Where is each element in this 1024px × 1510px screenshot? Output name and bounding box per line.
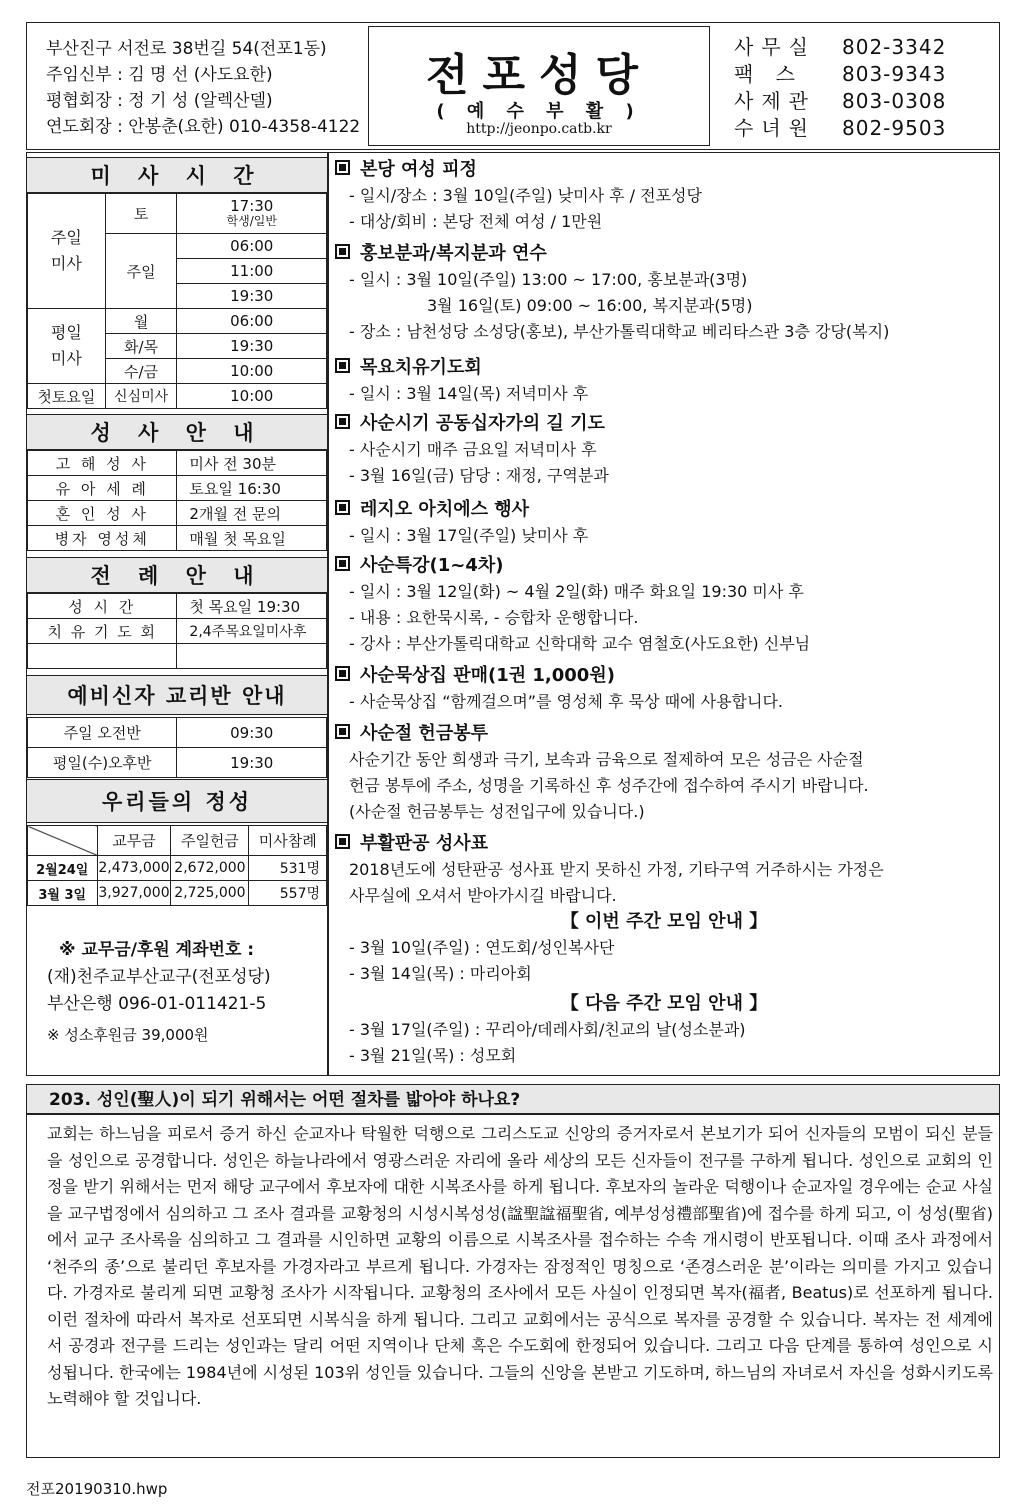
catechumen-heading: 예비신자 교리반 안내 <box>27 675 327 715</box>
offering-heading: 우리들의 정성 <box>27 779 327 823</box>
faq-body: 교회는 하느님을 피로서 증거 하신 순교자나 탁월한 덕행으로 그리스도교 신앙의 증거자로서 본보기가 되어 신자들의 모범이 되신 분들을 성인으로 공경합니다. 성인은 하늘나라에서 영광스러운 자리에 올라 세상의 모든 신자들이 전구를 구하게 됩니다. 성인으로 교회의 인정을 받기 위해서는 먼저 해당 교구에서 후보자에 대한 시복조사를 하게 됩니다. 후보자의 놀라운 덕행이나 순교자일 경우에는 순교 사실을 교구법정에서 심의하고 그 조사 결과를 교황청의 시성시복성성(諡聖諡福聖省, 예부성성禮部聖省)에 접수를 하게 되고, 이 성성(聖省)에서 교구 조사록을 심의하고 그 결과를 시인하면 교황의 이름으로 시복조사를 접수하는 수속 개시령이 반포됩니다. 이때 조사 과정에서 ‘천주의 종’으로 불리던 후보자를 가경자라고 부르게 됩니다. 가경자는 잠정적인 명칭으로 ‘존경스러운 분’이라는 의미를 가지고 있습니다. 가경자로 불리게 되면 교황청 조사가 시작됩니다. 교황청의 조사에서 모든 사실이 인정되면 복자(福者, Beatus)로 선포하게 됩니다. 이런 절차에 따라서 복자로 선포되면 시복식을 하게 됩니다. 그리고 교회에서는 공식으로 복자를 공경할 수 있습니다. 복자는 전 세계에서 공경과 전구를 드리는 성인과는 달리 어떤 지역이나 단체 혹은 수도회에 한정되어 있습니다. 그리고 다음 단계를 통하여 성인으로 시성됩니다. 한국에는 1984년에 시성된 103위 성인들 있습니다. 그들의 신앙을 본받고 기도하며, 하느님의 자녀로서 자신을 성화시키도록 노력해야 할 것입니다. <box>26 1114 1000 1458</box>
offering-kyomugeum: 2,473,000 <box>97 856 171 881</box>
meeting-line: - 3월 14일(목) : 마리아회 <box>349 964 532 983</box>
catechumen-time: 19:30 <box>177 748 327 778</box>
contact-office: 사무실 802-3342 <box>734 35 947 59</box>
notice-line: 사무실에 오셔서 받아가시길 바랍니다. <box>349 886 617 905</box>
weekday-day-3: 수/금 <box>105 359 177 384</box>
liturgy-value <box>177 644 327 669</box>
notice-line: - 대상/회비 : 본당 전체 여성 / 1만원 <box>349 212 603 231</box>
checkbox-icon <box>335 160 350 175</box>
offering-kyomugeum: 3,927,000 <box>97 881 171 906</box>
offering-header: 교무금 <box>97 826 171 856</box>
sunday-time-2: 11:00 <box>177 259 327 284</box>
notice-line: - 사순시기 매주 금요일 저녁미사 후 <box>349 440 597 459</box>
sacrament-name: 병자 영성체 <box>28 526 177 551</box>
weekday-time-2: 19:30 <box>177 334 327 359</box>
offering-header: 주일헌금 <box>171 826 249 856</box>
checkbox-icon <box>335 500 350 515</box>
checkbox-icon <box>335 724 350 739</box>
notice-title: 사순절 헌금봉투 <box>360 723 488 744</box>
meeting-line: - 3월 17일(주일) : 꾸리아/데레사회/친교의 날(성소분과) <box>349 1020 746 1039</box>
catechumen-class: 주일 오전반 <box>28 718 177 748</box>
contact-rectory: 사제관 803-0308 <box>734 89 947 113</box>
sunday-time-1: 06:00 <box>177 234 327 259</box>
notice-line: 헌금 봉투에 주소, 성명을 기록하신 후 성주간에 접수하여 주시기 바랍니다. <box>349 776 869 795</box>
sunday-mass-label: 주일 미사 <box>28 194 106 309</box>
liturgy-name: 치 유 기 도 회 <box>28 619 177 644</box>
liturgy-value: 2,4주목요일미사후 <box>177 619 327 644</box>
liturgy-table <box>27 593 327 669</box>
sunday-time-3: 19:30 <box>177 284 327 309</box>
checkbox-icon <box>335 556 350 571</box>
weekday-day-1: 월 <box>105 309 177 334</box>
notice-item <box>335 553 993 657</box>
notice-item <box>335 157 993 235</box>
notice-title: 부활판공 성사표 <box>360 833 488 854</box>
sunday-label: 주일 <box>105 234 177 309</box>
notice-line: 2018년도에 성탄판공 성사표 받지 못하신 가정, 기타구역 거주하시는 가정은 <box>349 860 884 879</box>
catechumen-time: 09:30 <box>177 718 327 748</box>
checkbox-icon <box>335 666 350 681</box>
notice-item <box>335 411 993 489</box>
sacrament-heading: 성 사 안 내 <box>27 414 327 450</box>
weekday-time-1: 06:00 <box>177 309 327 334</box>
account-info <box>47 937 271 1049</box>
notice-line: - 일시 : 3월 17일(주일) 낮미사 후 <box>349 526 589 545</box>
contact-fax: 팩 스 803-9343 <box>734 62 947 86</box>
checkbox-icon <box>335 414 350 429</box>
notice-title: 사순시기 공동십자가의 길 기도 <box>360 413 605 434</box>
offering-table <box>27 825 327 906</box>
checkbox-icon <box>335 834 350 849</box>
notice-title: 홍보분과/복지분과 연수 <box>360 243 547 264</box>
notice-column <box>328 152 1000 1076</box>
page-title: 전포성당 <box>425 50 652 101</box>
yeondo-president: 연도회장 : 안봉춘(요한) 010-4358-4122 <box>46 117 361 137</box>
notice-line: - 일시 : 3월 12일(화) ~ 4월 2일(화) 매주 화요일 19:30 미사 후 <box>349 582 804 601</box>
notice-item <box>335 497 993 549</box>
liturgy-name: 성 시 간 <box>28 594 177 619</box>
notice-line: - 일시 : 3월 10일(주일) 13:00 ~ 17:00, 홍보분과(3명) <box>349 270 748 289</box>
sacrament-name: 고 해 성 사 <box>28 451 177 476</box>
meeting-schedule <box>335 909 993 1069</box>
weekday-day-2: 화/목 <box>105 334 177 359</box>
offering-header: 미사참례 <box>249 826 327 856</box>
notice-line: (사순절 헌금봉투는 성전입구에 있습니다.) <box>349 802 645 821</box>
account-number: 부산은행 096-01-011421-5 <box>47 994 267 1014</box>
parish-info <box>46 36 360 140</box>
left-column <box>26 152 328 1076</box>
sacrament-value: 토요일 16:30 <box>177 476 327 501</box>
mass-times-heading: 미 사 시 간 <box>27 157 327 193</box>
notice-title: 레지오 아치에스 행사 <box>360 499 530 520</box>
pastor: 주임신부 : 김 명 선 (사도요한) <box>46 65 273 85</box>
notice-line: - 일시 : 3월 14일(목) 저녁미사 후 <box>349 384 589 403</box>
faq-title: 203. 성인(聖人)이 되기 위해서는 어떤 절차를 밟아야 하나요? <box>26 1084 1000 1114</box>
notice-item <box>335 831 993 909</box>
notice-line: 3월 16일(토) 09:00 ~ 16:00, 복지분과(5명) <box>427 296 753 315</box>
account-holder: (재)천주교부산교구(전포성당) <box>47 967 271 987</box>
sacrament-table <box>27 450 327 551</box>
notice-title: 사순묵상집 판매(1권 1,000원) <box>360 665 615 686</box>
notice-title: 목요치유기도회 <box>360 357 482 378</box>
catechumen-table <box>27 717 327 778</box>
address: 부산진구 서전로 38번길 54(전포1동) <box>46 39 327 59</box>
notice-line: 사순기간 동안 희생과 극기, 보속과 금육으로 절제하여 모은 성금은 사순절 <box>349 750 864 769</box>
sacrament-name: 혼 인 성 사 <box>28 501 177 526</box>
notice-item <box>335 663 993 715</box>
checkbox-icon <box>335 244 350 259</box>
weekday-time-3: 10:00 <box>177 359 327 384</box>
sacrament-value: 매월 첫 목요일 <box>177 526 327 551</box>
council-president: 평협회장 : 정 기 성 (알렉산델) <box>46 91 273 111</box>
vocation-fund: ※ 성소후원금 39,000원 <box>47 1026 209 1044</box>
title-box <box>368 26 710 146</box>
meeting-line: - 3월 21일(목) : 성모회 <box>349 1046 517 1065</box>
sacrament-name: 유 아 세 례 <box>28 476 177 501</box>
notice-item <box>335 721 993 825</box>
notice-item <box>335 241 993 345</box>
offering-attendance: 557명 <box>249 881 327 906</box>
notice-title: 사순특강(1~4차) <box>360 555 504 576</box>
weekday-mass-label: 평일 미사 <box>28 309 106 384</box>
meeting-line: - 3월 10일(주일) : 연도회/성인복사단 <box>349 938 615 957</box>
notice-line: - 장소 : 남천성당 소성당(홍보), 부산가톨릭대학교 베리타스관 3층 강당(복지) <box>349 322 890 341</box>
website-link[interactable]: http://jeonpo.catb.kr <box>466 121 612 137</box>
offering-date: 3월 3일 <box>28 881 98 906</box>
saturday-label: 토 <box>105 194 177 234</box>
offering-attendance: 531명 <box>249 856 327 881</box>
first-saturday-label: 첫토요일 <box>28 384 106 409</box>
offering-sunday: 2,725,000 <box>171 881 249 906</box>
contact-list <box>734 34 946 142</box>
file-name: 전포20190310.hwp <box>26 1480 168 1498</box>
this-week-title: 【 이번 주간 모임 안내 】 <box>560 911 768 932</box>
mass-times-table <box>27 193 327 409</box>
liturgy-name <box>28 644 177 669</box>
catechumen-class: 평일(수)오후반 <box>28 748 177 778</box>
notice-line: - 일시/장소 : 3월 10일(주일) 낮미사 후 / 전포성당 <box>349 186 702 205</box>
offering-corner <box>28 826 98 856</box>
sacrament-value: 미사 전 30분 <box>177 451 327 476</box>
first-saturday-type: 신심미사 <box>105 384 177 409</box>
notice-line: - 3월 16일(금) 담당 : 재정, 구역분과 <box>349 466 609 485</box>
contact-convent: 수녀원 802-9503 <box>734 116 947 140</box>
page-subtitle: ( 예 수 부 활 ) <box>436 101 642 122</box>
saturday-time: 17:30 학생/일반 <box>177 194 327 234</box>
next-week-title: 【 다음 주간 모임 안내 】 <box>560 993 768 1014</box>
account-title: ※ 교무금/후원 계좌번호 : <box>59 940 255 960</box>
notice-line: - 사순묵상집 “함께걸으며”를 영성체 후 묵상 때에 사용합니다. <box>349 692 783 711</box>
notice-item <box>335 355 993 407</box>
notice-line: - 강사 : 부산가톨릭대학교 신학대학 교수 염철호(사도요한) 신부님 <box>349 634 811 653</box>
liturgy-value: 첫 목요일 19:30 <box>177 594 327 619</box>
notice-title: 본당 여성 피정 <box>360 159 477 180</box>
sacrament-value: 2개월 전 문의 <box>177 501 327 526</box>
offering-sunday: 2,672,000 <box>171 856 249 881</box>
first-saturday-time: 10:00 <box>177 384 327 409</box>
notice-line: - 내용 : 요한묵시록, - 승합차 운행합니다. <box>349 608 639 627</box>
checkbox-icon <box>335 358 350 373</box>
offering-date: 2월24일 <box>28 856 98 881</box>
liturgy-heading: 전 례 안 내 <box>27 557 327 593</box>
